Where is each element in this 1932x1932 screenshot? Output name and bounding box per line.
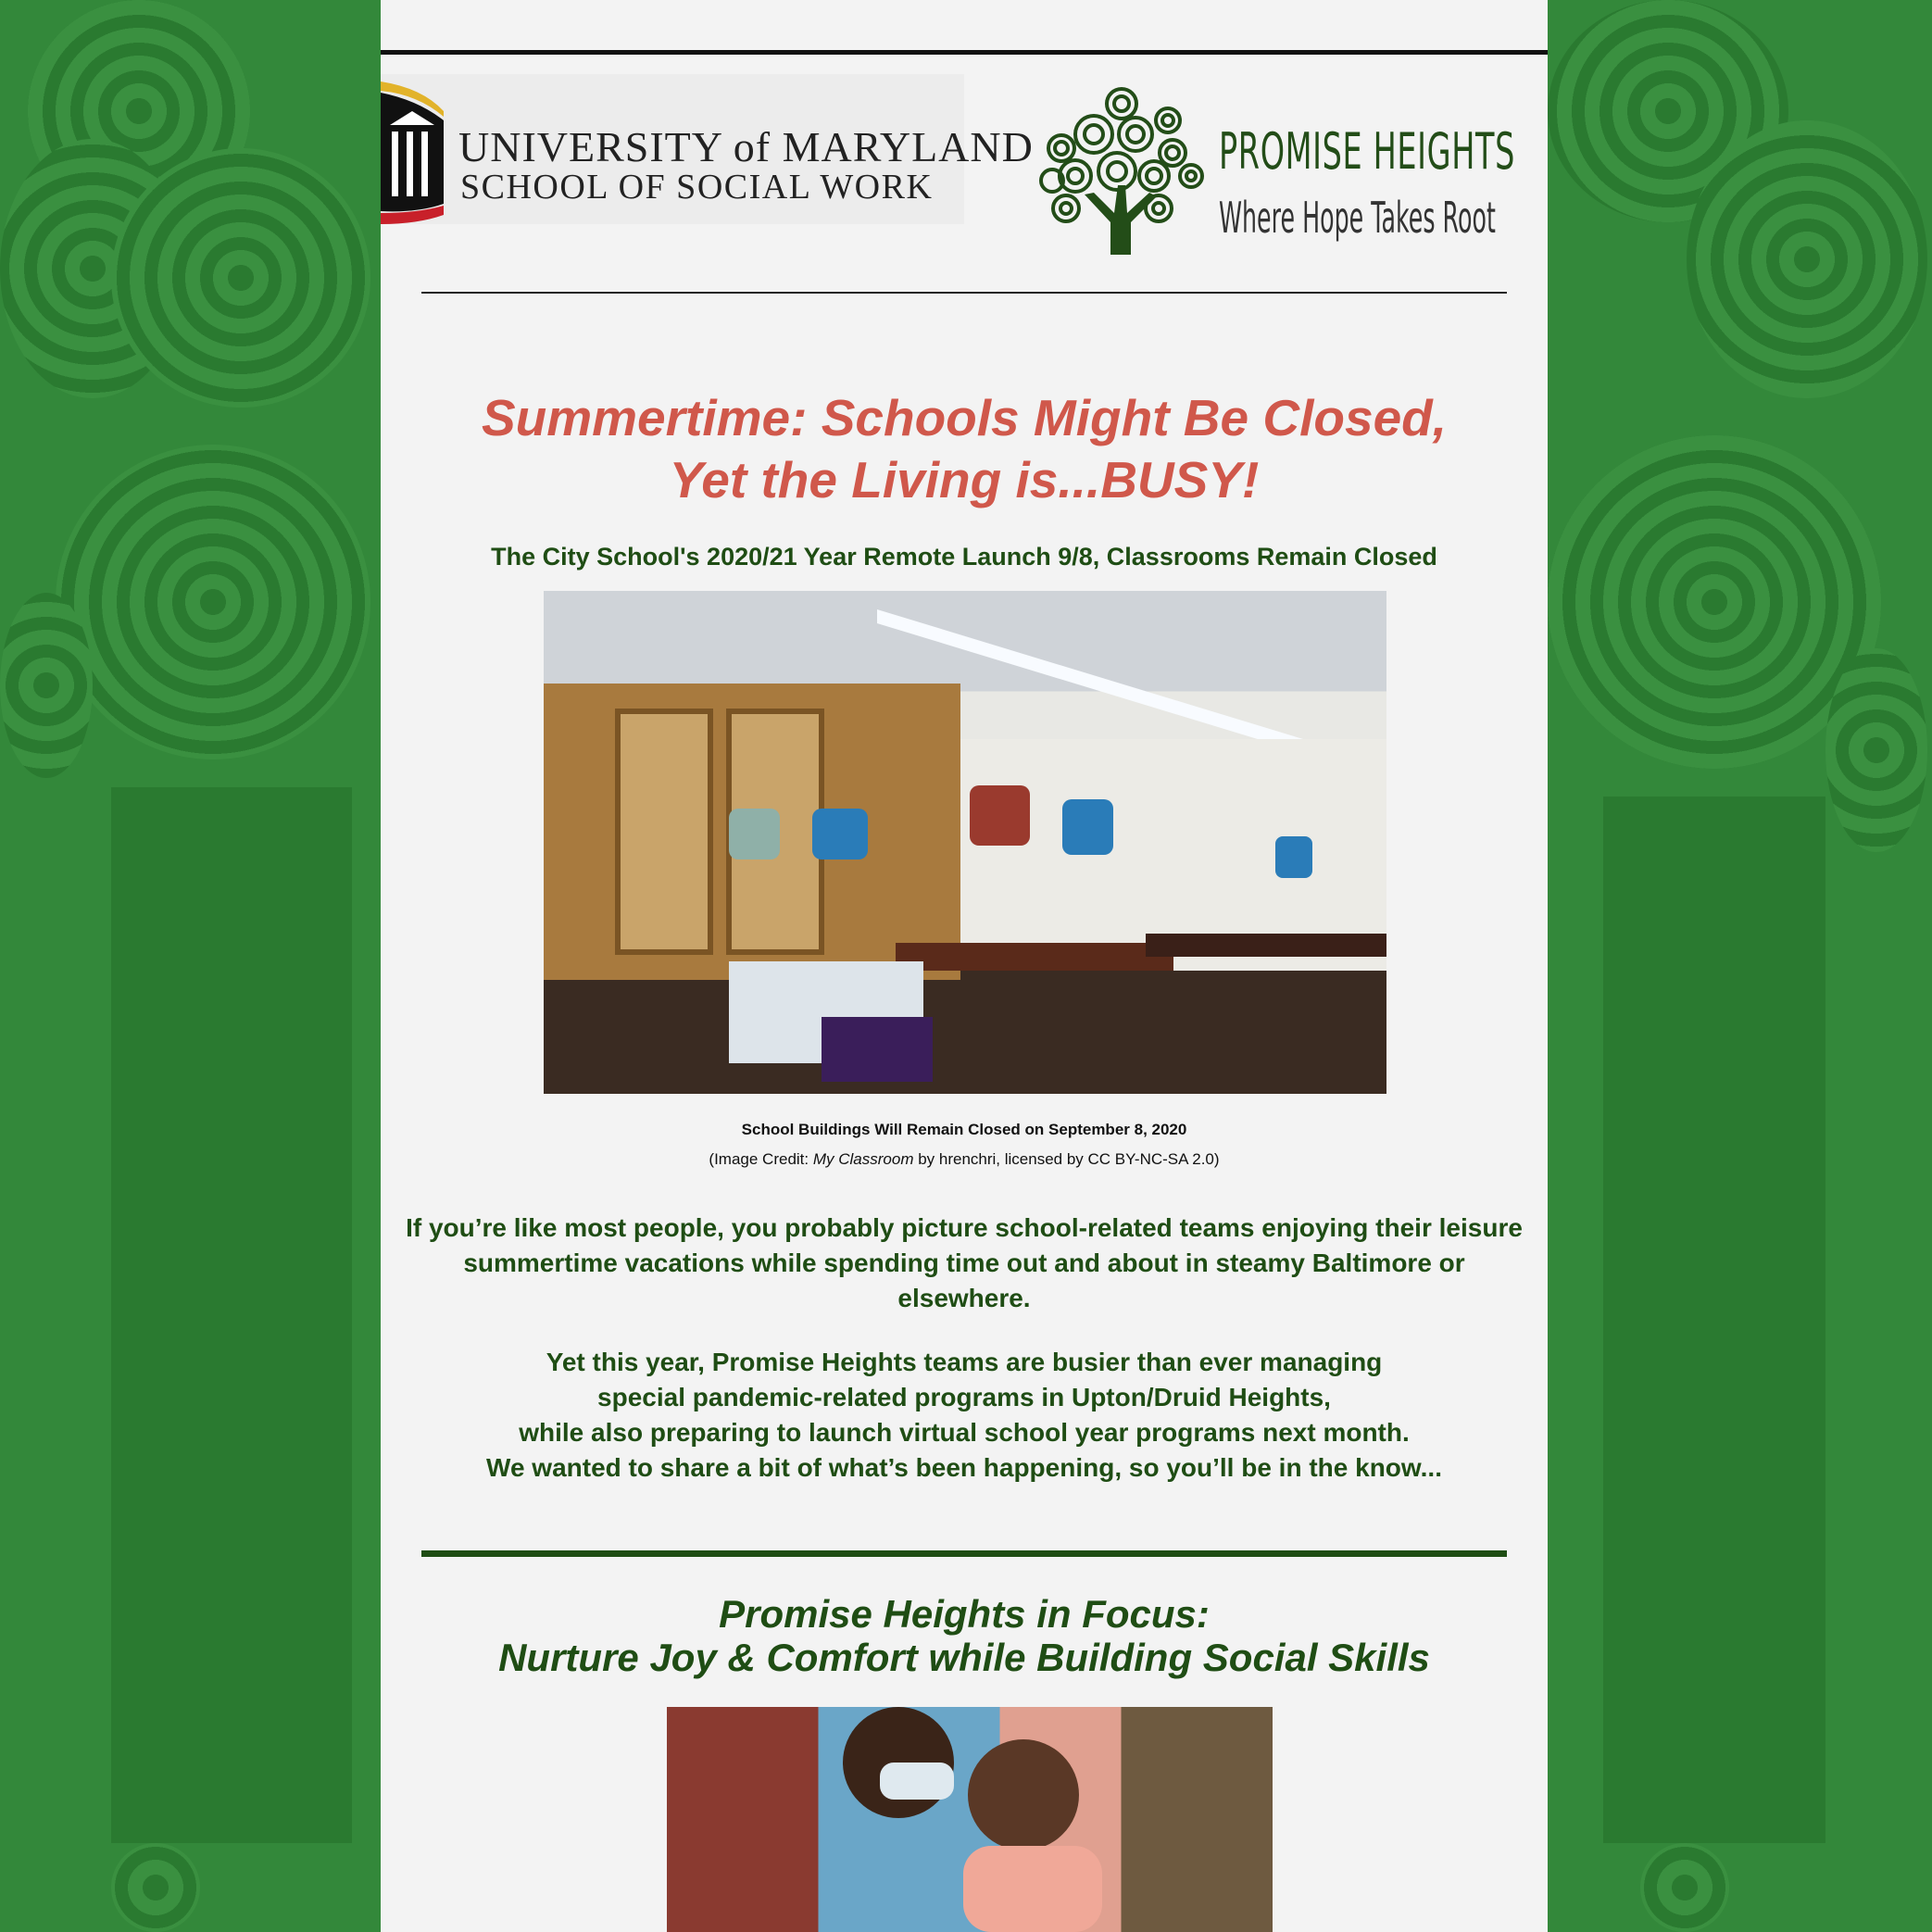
focus-line-2: Nurture Joy & Comfort while Building Social Skills [498, 1636, 1430, 1679]
title-line-1: Summertime: Schools Might Be Closed, [481, 389, 1448, 446]
promise-heights-name: PROMISE HEIGHTS [1219, 122, 1515, 181]
update-line: while also preparing to launch virtual school year programs next month. [519, 1418, 1410, 1447]
article-subtitle: The City School's 2020/21 Year Remote Launch 9/8, Classrooms Remain Closed [491, 543, 1437, 571]
newsletter-page [381, 0, 1548, 1932]
image-credit [381, 1150, 1548, 1169]
caregiver-child-illustration [667, 1707, 1273, 1932]
photo-caption: School Buildings Will Remain Closed on September 8, 2020 [741, 1121, 1187, 1138]
credit-suffix: by hrenchri, licensed by CC BY-NC-SA 2.0) [913, 1150, 1220, 1168]
classroom-photo-illustration [544, 591, 1386, 1094]
update-paragraph [399, 1345, 1529, 1486]
caregiver-child-photo [667, 1707, 1273, 1932]
classroom-photo [544, 591, 1386, 1094]
header-divider [421, 292, 1507, 294]
umd-logo-line2: SCHOOL OF SOCIAL WORK [460, 168, 934, 207]
promise-heights-logo[interactable] [1038, 83, 1515, 269]
focus-heading [381, 1592, 1548, 1679]
update-line: We wanted to share a bit of what’s been happening, so you’ll be in the know... [486, 1453, 1442, 1482]
section-divider [421, 1550, 1507, 1557]
update-line: special pandemic-related programs in Upton/Druid Heights, [597, 1383, 1331, 1411]
background-tree-pattern-right [1548, 0, 1932, 1932]
promise-heights-tagline: Where Hope Takes Root [1219, 193, 1496, 243]
top-divider [381, 50, 1548, 55]
article-title [381, 387, 1548, 511]
background-tree-pattern-left [0, 0, 381, 1932]
umd-logo-line1: UNIVERSITY of MARYLAND [458, 123, 1034, 170]
title-line-2: Yet the Living is...BUSY! [669, 451, 1260, 508]
credit-link-title[interactable]: My Classroom [812, 1150, 914, 1168]
focus-line-1: Promise Heights in Focus: [719, 1592, 1210, 1636]
update-line: Yet this year, Promise Heights teams are busier than ever managing [546, 1348, 1383, 1376]
spiral-tree-icon [1038, 83, 1205, 259]
umd-ssw-logo[interactable] [381, 74, 1034, 224]
umd-crest-icon [381, 74, 444, 224]
credit-prefix: (Image Credit: [709, 1150, 813, 1168]
intro-paragraph: If you’re like most people, you probably picture school-related teams enjoying their leisure summertime vacations while spending time out and about in steamy Baltimore or elsewhere. [406, 1213, 1523, 1312]
